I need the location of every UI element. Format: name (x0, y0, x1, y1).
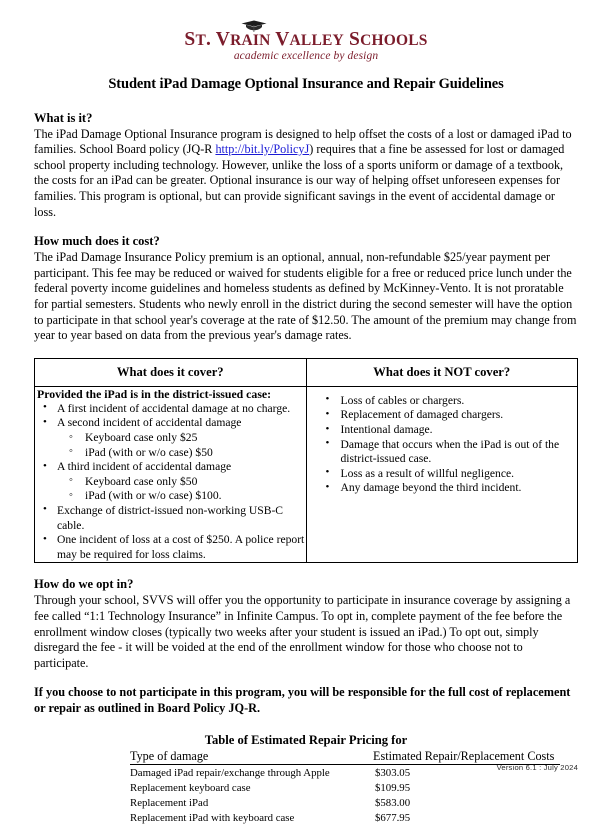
exclusion-item: • Damage that occurs when the iPad is out of the district-issued case. (307, 438, 578, 467)
pricing-damage-cell: Replacement iPad with keyboard case (130, 810, 373, 825)
coverage-table (34, 358, 578, 564)
coverage-body-row (35, 386, 578, 563)
pricing-cost-cell: $677.95 (373, 810, 560, 825)
heading-how-much: How much does it cost? (34, 234, 578, 249)
coverage-subitem: ◦ iPad (with or w/o case) $50 (35, 446, 306, 461)
section-how-much (34, 234, 578, 344)
coverage-header-covers: What does it cover? (35, 358, 307, 386)
policy-link[interactable]: http://bit.ly/PolicyJ (215, 142, 309, 156)
coverage-header-row (35, 358, 578, 386)
pricing-table (130, 749, 560, 825)
pricing-cost-cell: $583.00 (373, 795, 560, 810)
page-title: Student iPad Damage Optional Insurance and Repair Guidelines (0, 76, 612, 93)
pricing-col-cost: Estimated Repair/Replacement Costs (373, 749, 560, 765)
pricing-damage-cell: Replacement keyboard case (130, 780, 373, 795)
coverage-list-covers (35, 402, 306, 563)
exclusion-item: • Loss as a result of willful negligence. (307, 467, 578, 482)
pricing-title: Table of Estimated Repair Pricing for (34, 733, 578, 748)
coverage-item: • A third incident of accidental damage (35, 460, 306, 475)
pricing-header-row (130, 749, 560, 765)
pricing-head (130, 749, 560, 765)
district-logo (0, 0, 612, 64)
pricing-damage-cell: Replacement iPad (130, 795, 373, 810)
coverage-subitem-list (35, 475, 306, 504)
document-content (0, 111, 612, 825)
heading-what-is-it: What is it? (34, 111, 578, 126)
section-how-opt-in (34, 577, 578, 671)
coverage-lead: Provided the iPad is in the district-issued case: (37, 387, 306, 402)
opt-out-warning: If you choose to not participate in this program, you will be responsible for the full cost of replacement or repair as outlined in Board Policy JQ-R. (34, 685, 578, 717)
coverage-item: • A first incident of accidental damage at no charge. (35, 402, 306, 417)
paragraph-how-opt-in: Through your school, SVVS will offer you the opportunity to participate in insurance coverage by assigning a fee called “1:1 Technology Insurance” in Infinite Campus. To opt in, complete payment of the fee before the enrollment window closes (typically two weeks after your student is issued an iPad.) To opt out, simply disregard the fee - it will be voided at the end of the enrollment window for those who choose not to participate. (34, 593, 578, 671)
pricing-col-damage: Type of damage (130, 749, 373, 765)
logo-wrap (184, 30, 427, 62)
table-row (130, 810, 560, 825)
exclusion-item: • Replacement of damaged chargers. (307, 408, 578, 423)
pricing-damage-cell: Damaged iPad repair/exchange through Apple (130, 765, 373, 781)
logo-title: ST. VRAIN VALLEY SCHOOLS (184, 30, 427, 50)
pricing-block (34, 733, 578, 825)
table-row (130, 765, 560, 781)
coverage-cell-not-covers (306, 386, 578, 563)
paragraph-how-much: The iPad Damage Insurance Policy premium is an optional, annual, non-refundable $25/year payment per participant. This fee may be reduced or waived for students eligible for a free or reduced price lunch under the federal poverty income guidelines and homeless students as defined by McKinney-Vento. It is not proratable for partial semesters. Students who newly enroll in the district during the second semester will have the option to participate in that school year's coverage at the rate of $12.50. The amount of the premium may change from year to year based on data from the previous year's damage rates. (34, 250, 578, 344)
paragraph-what-is-it (34, 127, 578, 221)
coverage-subitem-list (35, 431, 306, 460)
coverage-subitem: ◦ iPad (with or w/o case) $100. (35, 489, 306, 504)
logo-title-text: S (184, 29, 195, 50)
coverage-subitem: ◦ Keyboard case only $50 (35, 475, 306, 490)
coverage-subitem: ◦ Keyboard case only $25 (35, 431, 306, 446)
section-what-is-it (34, 111, 578, 221)
pricing-cost-cell: $303.05 (373, 765, 560, 781)
logo-tagline: academic excellence by design (184, 51, 427, 63)
pricing-body (130, 765, 560, 825)
logo-dot: . V (206, 29, 230, 50)
coverage-header-not-covers: What does it NOT cover? (306, 358, 578, 386)
coverage-item: • One incident of loss at a cost of $250. A police report may be required for loss claims. (35, 533, 306, 562)
text-after-link: ) requires that a fine be assessed for lost or damaged school property including technology. However, unlike the loss of a sports uniform or damage of a textbook, the costs for an iPad can be greater. Optional insurance is our way of helping offset unforeseen expenses for families. This program is optional, but can provide significant savings in the event of accidental damage or loss. (34, 142, 564, 218)
coverage-list-not-covers (307, 394, 578, 496)
exclusion-item: • Intentional damage. (307, 423, 578, 438)
coverage-cell-covers (35, 386, 307, 563)
coverage-item: • Exchange of district-issued non-working USB-C cable. (35, 504, 306, 533)
heading-how-opt-in: How do we opt in? (34, 577, 578, 592)
table-row (130, 780, 560, 795)
footer-version: Version 6.1 : July 2024 (497, 763, 578, 772)
text-before-link: The iPad Damage Optional Insurance program is designed to help offset the costs of a lost or damaged iPad to families. School Board policy (JQ-R (34, 127, 572, 157)
exclusion-item: • Any damage beyond the third incident. (307, 481, 578, 496)
pricing-cost-cell: $109.95 (373, 780, 560, 795)
coverage-item: • A second incident of accidental damage (35, 416, 306, 431)
exclusion-item: • Loss of cables or chargers. (307, 394, 578, 409)
table-row (130, 795, 560, 810)
